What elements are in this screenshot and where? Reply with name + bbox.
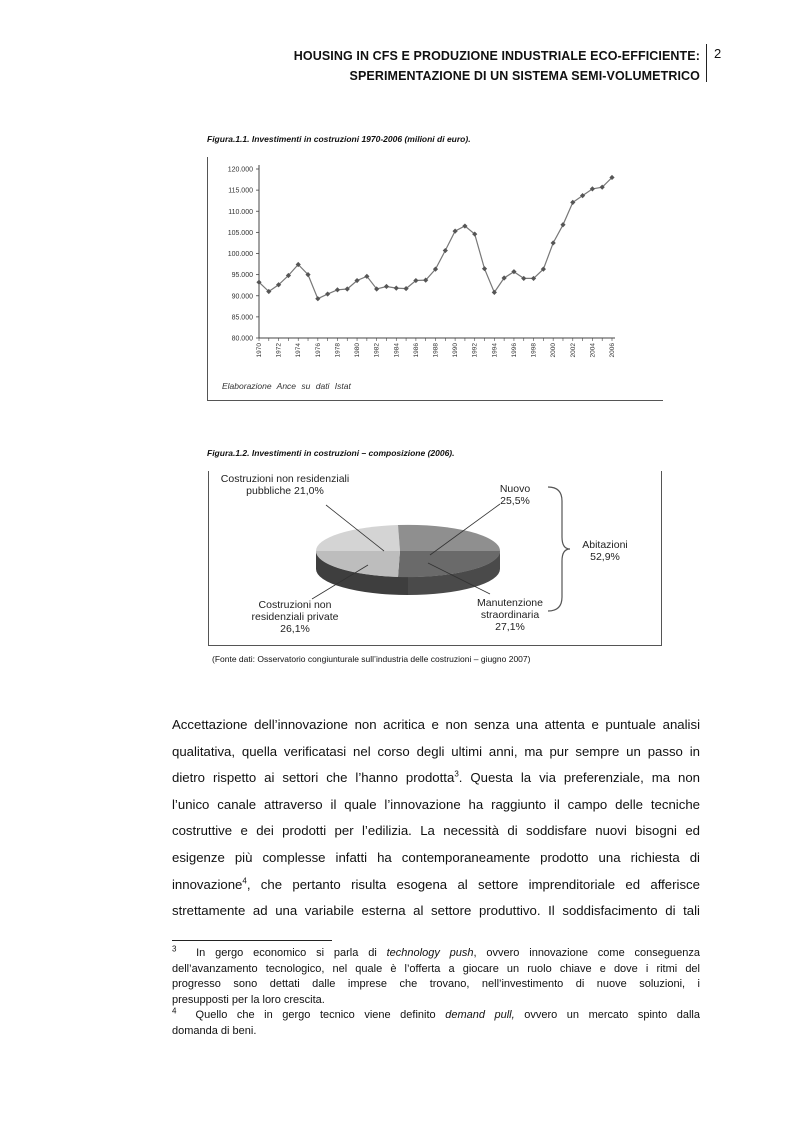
- x-tick-label: 1976: [314, 343, 322, 358]
- footnote-separator: [172, 940, 332, 941]
- body-line: [172, 872, 700, 899]
- x-tick-label: 1998: [530, 343, 538, 358]
- y-tick-label: 85.000: [231, 314, 253, 322]
- x-tick-label: 1970: [256, 343, 263, 358]
- x-tick-label: 1980: [354, 343, 362, 358]
- x-tick-label: 1984: [393, 343, 401, 358]
- x-tick-label: 1990: [452, 343, 460, 358]
- x-tick-label: 1974: [295, 343, 303, 358]
- fn-text: , ovvero innovazione come conseguenza: [473, 947, 700, 959]
- figure1-caption: Figura.1.1. Investimenti in costruzioni 1970-2006 (milioni di euro).: [207, 134, 471, 144]
- label-manut-line2: straordinaria: [480, 609, 540, 621]
- fn-emphasis: demand pull,: [445, 1009, 515, 1021]
- fn-text: Quello che in gergo tecnico viene definito: [195, 1009, 446, 1021]
- x-tick-label: 1982: [373, 343, 381, 358]
- x-tick-label: 1972: [275, 343, 283, 358]
- label-pubbliche: [210, 473, 360, 497]
- y-tick-label: 90.000: [231, 293, 253, 301]
- footnote-3-number: 3: [172, 944, 177, 954]
- data-point: [384, 284, 389, 289]
- figure2-caption: Figura.1.2. Investimenti in costruzioni – composizione (2006).: [207, 448, 455, 458]
- footnote-4-number: 4: [172, 1006, 177, 1016]
- figure2-source: (Fonte dati: Osservatorio congiunturale sull’industria delle costruzioni – giugno 2007): [212, 654, 531, 664]
- y-tick-label: 105.000: [227, 229, 253, 237]
- x-axis: [256, 338, 616, 357]
- data-point: [482, 266, 487, 271]
- abitazioni-brace: [548, 487, 570, 611]
- header-line-2: SPERIMENTAZIONE DI UN SISTEMA SEMI-VOLUMETRICO: [349, 69, 700, 83]
- body-line: costruttive e dei prodotti per l’edilizia. La necessità di soddisfare nuovi bisogni ed: [172, 823, 700, 839]
- footnote-3-line3: progresso sono dettati dalle imprese che trovano, nell’investimento di nuove soluzioni, i: [172, 978, 700, 990]
- label-private-line1: Costruzioni non: [258, 599, 332, 611]
- footnotes: [172, 946, 700, 1039]
- x-tick-label: 2000: [550, 343, 558, 358]
- footnote-4-line1: [172, 1008, 700, 1024]
- series-line: [259, 178, 612, 299]
- footnote-4-line2: domanda di beni.: [172, 1024, 257, 1037]
- figure1-line-chart: [207, 157, 662, 400]
- y-tick-label: 110.000: [228, 208, 253, 216]
- body-paragraph: [172, 712, 700, 925]
- header-line-1: HOUSING IN CFS E PRODUZIONE INDUSTRIALE ECO-EFFICIENTE:: [293, 49, 700, 63]
- y-tick-label: 100.000: [227, 251, 253, 258]
- y-axis: [228, 165, 259, 343]
- body-line: l’unico canale attraverso il quale l’innovazione ha raggiunto il campo delle tecniche: [172, 796, 700, 812]
- footnote-3-line4: presupposti per la loro crescita.: [172, 993, 325, 1006]
- label-private: [240, 599, 350, 635]
- body-text-span: innovazione: [172, 876, 243, 892]
- fn-emphasis: technology push: [386, 947, 474, 959]
- figure1-source-note: Elaborazione Ance su dati Istat: [222, 381, 351, 391]
- data-points: [256, 175, 614, 301]
- label-manut-line3: 27,1%: [495, 621, 525, 633]
- body-line: Accettazione dell’innovazione non acritica e non senza una attenta e puntuale analisi: [172, 717, 700, 732]
- data-point: [315, 296, 320, 301]
- label-pubbliche-line1: Costruzioni non residenziali: [220, 473, 350, 485]
- fn-text: ovvero un mercato spinto dalla: [514, 1009, 700, 1021]
- body-text-span: . Questa la via preferenziale, ma non: [458, 770, 701, 786]
- label-nuovo-line1: Nuovo: [499, 483, 531, 495]
- running-header: [294, 46, 700, 86]
- x-tick-label: 1992: [471, 343, 479, 358]
- data-point: [443, 248, 448, 253]
- data-point: [394, 286, 399, 291]
- data-point: [325, 291, 330, 296]
- x-tick-label: 1996: [510, 343, 518, 358]
- y-tick-label: 115.000: [228, 187, 253, 195]
- label-abitazioni-line1: Abitazioni: [582, 539, 628, 551]
- label-abitazioni: [570, 539, 640, 563]
- slice-pubbliche: [316, 525, 400, 551]
- data-point: [560, 222, 565, 227]
- y-tick-label: 80.000: [231, 335, 253, 343]
- x-tick-label: 2004: [589, 343, 597, 358]
- data-point: [453, 229, 458, 234]
- label-manutenzione: [460, 597, 560, 633]
- body-line: strettamente ad una variabile esterna al settore produttivo. Il soddisfacimento di tali: [172, 903, 700, 919]
- data-point: [551, 240, 556, 245]
- body-line: esigenze più complesse infatti ha contemporaneamente prodotto una richiesta di: [172, 849, 700, 865]
- page-number: 2: [714, 46, 722, 61]
- body-line: [172, 765, 700, 792]
- x-tick-label: 2002: [569, 343, 577, 358]
- body-text-span: , che pertanto risulta esogena al settore imprenditoriale ed afferisce: [246, 876, 700, 892]
- label-private-line2: residenziali private: [251, 611, 339, 623]
- header-divider: [706, 44, 707, 82]
- x-tick-label: 2006: [609, 343, 616, 358]
- label-abitazioni-line2: 52,9%: [590, 551, 620, 563]
- fn-text: In gergo economico si parla di: [196, 947, 387, 959]
- label-nuovo-line2: 25,5%: [500, 495, 530, 507]
- y-tick-label: 120.000: [227, 166, 253, 174]
- x-tick-label: 1994: [491, 343, 499, 358]
- y-tick-label: 95.000: [231, 272, 253, 280]
- label-private-line3: 26,1%: [280, 623, 310, 635]
- label-manut-line1: Manutenzione: [477, 597, 543, 609]
- body-text-span: dietro rispetto ai settori che l’hanno prodotta: [172, 770, 455, 786]
- slice-nuovo: [398, 525, 500, 551]
- x-tick-label: 1978: [334, 343, 342, 358]
- data-point: [335, 287, 340, 292]
- footnote-ref-3[interactable]: 3: [454, 769, 459, 779]
- label-pubbliche-line2: pubbliche 21,0%: [246, 485, 324, 497]
- footnote-3-line1: [172, 946, 700, 962]
- footnote-3-line2: dell’avanzamento tecnologico, nel quale è l’offerta a giocare un ruolo chiave e dove i ritmi del: [172, 962, 700, 975]
- footnote-ref-4[interactable]: 4: [242, 876, 247, 886]
- x-tick-label: 1988: [432, 343, 440, 358]
- x-tick-label: 1986: [412, 343, 420, 358]
- body-line: qualitativa, quella verificatasi nel corso degli ultimi anni, ma pur sempre un passo in: [172, 743, 700, 759]
- label-nuovo: [480, 483, 550, 507]
